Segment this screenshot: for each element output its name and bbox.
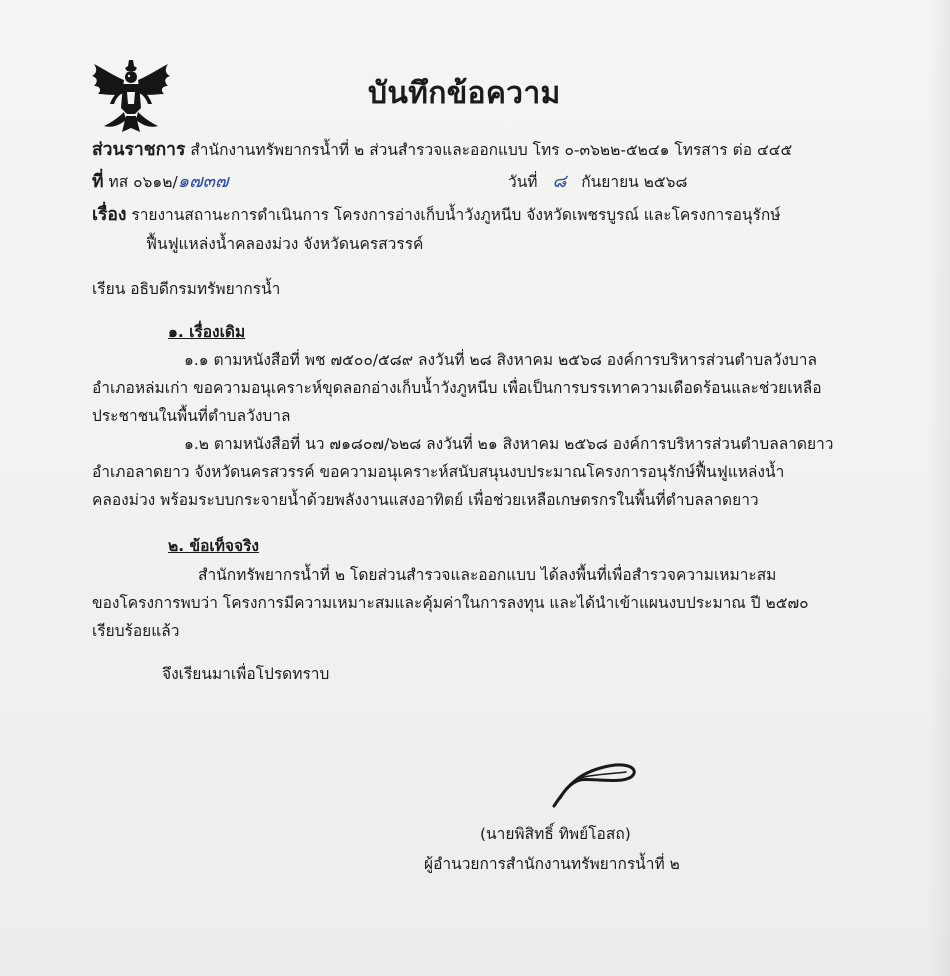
subject-label: เรื่อง (92, 205, 127, 225)
section-1-2-line2: อำเภอลาดยาว จังหวัดนครสวรรค์ ขอความอนุเคราะห์สนับสนุนงบประมาณโครงการอนุรักษ์ฟื้นฟูแหล่งน้ำ (92, 463, 785, 481)
closing-text: จึงเรียนมาเพื่อโปรดทราบ (162, 665, 330, 683)
reference-handwritten-number: ๑๗๓๗ (177, 171, 229, 192)
date-label: วันที่ (508, 173, 538, 191)
reference-label: ที่ (92, 172, 104, 192)
section-1-1-line3: ประชาชนในพื้นที่ตำบลวังบาล (92, 407, 291, 425)
reference-number: ทส ๐๖๑๒/ (108, 173, 178, 191)
signer-position: ผู้อำนวยการสำนักงานทรัพยากรน้ำที่ ๒ (424, 855, 680, 873)
agency-label: ส่วนราชการ (92, 140, 186, 160)
date-line (508, 172, 950, 192)
section-1-2-line1: ๑.๒ ตามหนังสือที่ นว ๗๑๘๐๗/๖๒๘ ลงวันที่ ๒๑ สิงหาคม ๒๕๖๘ องค์การบริหารส่วนตำบลลาดยาว (184, 435, 834, 453)
section-2-line2: ของโครงการพบว่า โครงการมีความเหมาะสมและคุ้มค่าในการลงทุน และได้นำเข้าแผนงบประมาณ ปี ๒๕๗๐ (92, 594, 809, 612)
salutation: เรียน อธิบดีกรมทรัพยากรน้ำ (92, 280, 281, 298)
subject-line (92, 205, 950, 225)
date-handwritten-day: ๘ (552, 171, 567, 192)
agency-line (92, 140, 950, 160)
memo-title: บันทึกข้อความ (368, 76, 561, 111)
subject-text-line2: ฟื้นฟูแหล่งน้ำคลองม่วง จังหวัดนครสวรรค์ (146, 235, 424, 253)
section-1-title: ๑. เรื่องเดิม (168, 323, 246, 341)
section-1-1-line2: อำเภอหล่มเก่า ขอความอนุเคราะห์ขุดลอกอ่างเก็บน้ำวังภูหนีบ เพื่อเป็นการบรรเทาความเดือดร้อนและช่วยเหลือ (92, 379, 822, 397)
section-2-line1: สำนักทรัพยากรน้ำที่ ๒ โดยส่วนสำรวจและออกแบบ ได้ลงพื้นที่เพื่อสำรวจความเหมาะสม (198, 566, 777, 584)
date-month-year: กันยายน ๒๕๖๘ (581, 173, 688, 191)
section-1-2-line3: คลองม่วง พร้อมระบบกระจายน้ำด้วยพลังงานแสงอาทิตย์ เพื่อช่วยเหลือเกษตรกรในพื้นที่ตำบลลาดยาว (92, 491, 759, 509)
section-2-line3: เรียบร้อยแล้ว (92, 622, 180, 640)
signer-name: (นายพิสิทธิ์ ทิพย์โอสถ) (480, 825, 631, 843)
agency-text: สำนักงานทรัพยากรน้ำที่ ๒ ส่วนสำรวจและออกแบบ โทร ๐-๓๖๒๒-๕๒๔๑ โทรสาร ต่อ ๔๔๕ (190, 141, 793, 159)
handwritten-signature-icon (536, 756, 646, 816)
section-2-title: ๒. ข้อเท็จจริง (168, 537, 259, 555)
subject-text-line1: รายงานสถานะการดำเนินการ โครงการอ่างเก็บน้ำวังภูหนีบ จังหวัดเพชรบูรณ์ และโครงการอนุรักษ์ (131, 206, 781, 224)
section-1-1-line1: ๑.๑ ตามหนังสือที่ พช ๗๕๐๐/๕๘๙ ลงวันที่ ๒๘ สิงหาคม ๒๕๖๘ องค์การบริหารส่วนตำบลวังบาล (184, 351, 817, 369)
garuda-emblem-icon (90, 58, 172, 136)
